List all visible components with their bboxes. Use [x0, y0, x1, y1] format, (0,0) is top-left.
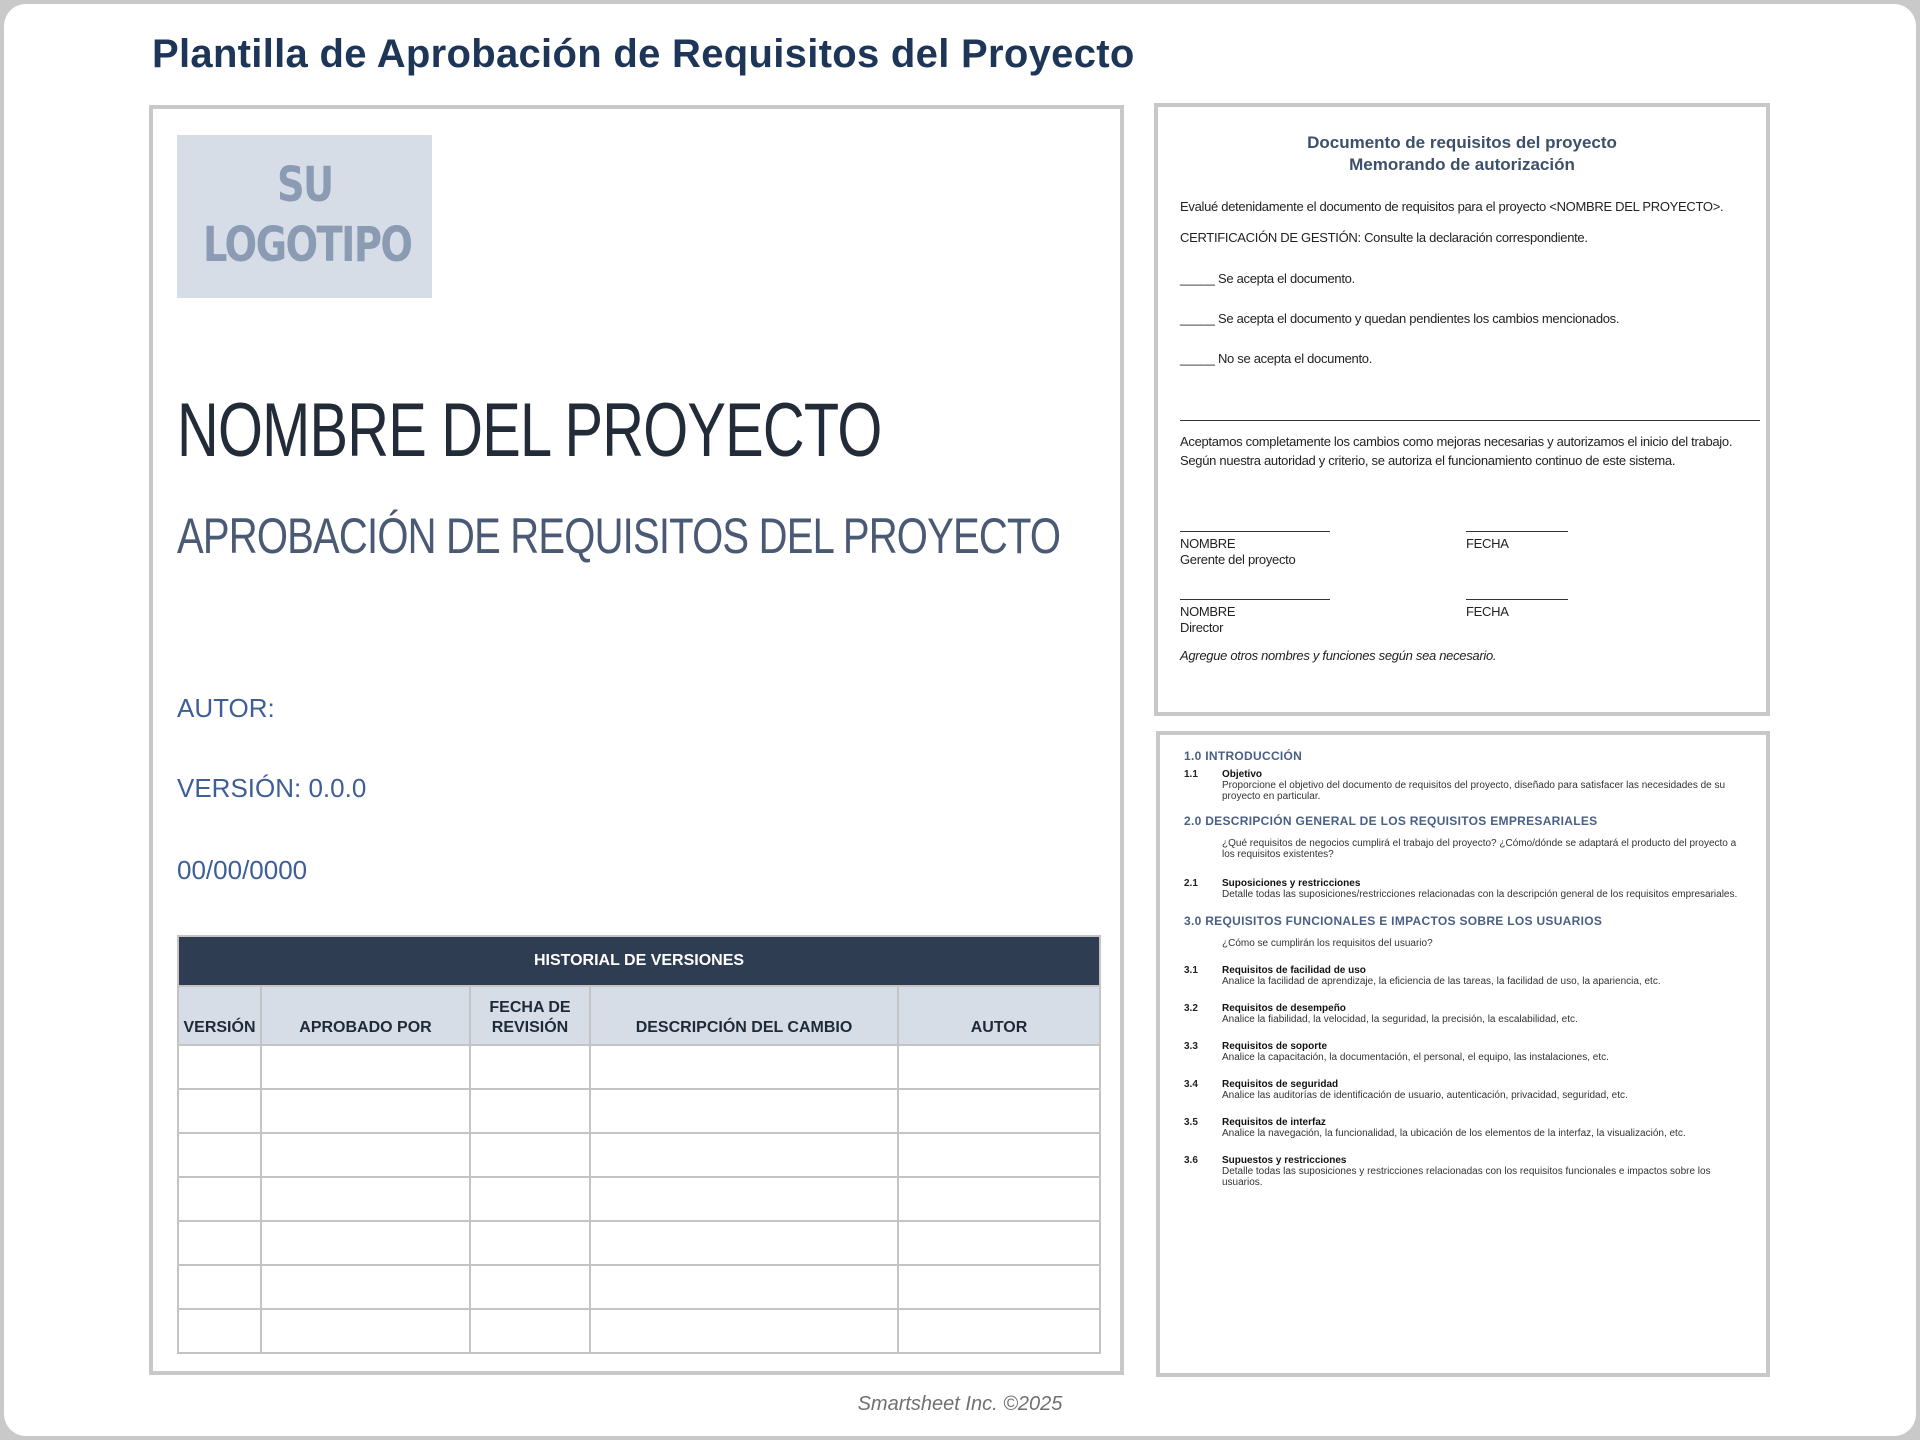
date-field: 00/00/0000	[177, 855, 308, 885]
subsection-number: 2.1	[1184, 878, 1198, 889]
subsection-text: Detalle todas las suposiciones/restricciones relacionadas con la descripción general de los requisitos empresariales.	[1222, 889, 1738, 900]
table-cell[interactable]	[590, 1133, 898, 1177]
page-title: Plantilla de Aprobación de Requisitos del Proyecto	[152, 32, 1135, 76]
signature-line	[1180, 599, 1330, 600]
subsection-text: Detalle todas las suposiciones y restricciones relacionadas con los requisitos funcionales e impactos sobre los usuarios.	[1222, 1166, 1711, 1188]
column-header: FECHA DE REVISIÓN	[470, 986, 590, 1045]
subsection-label: Objetivo	[1222, 769, 1263, 780]
name-label: NOMBRE	[1180, 536, 1236, 551]
subsection-number: 3.5	[1184, 1117, 1198, 1128]
subsection-text: Analice la facilidad de aprendizaje, la eficiencia de las tareas, la facilidad de uso, la apariencia, etc.	[1222, 976, 1661, 987]
table-cell[interactable]	[261, 1265, 470, 1309]
column-header: VERSIÓN	[178, 986, 261, 1045]
signature-line	[1180, 531, 1330, 532]
section-text: ¿Qué requisitos de negocios cumplirá el trabajo del proyecto? ¿Cómo/dónde se adaptará el producto del proyecto a los requisitos existentes?	[1222, 838, 1737, 860]
table-cell[interactable]	[590, 1177, 898, 1221]
subsection-text: Analice la navegación, la funcionalidad, la ubicación de los elementos de la interfaz, la visualización, etc.	[1222, 1128, 1686, 1139]
table-cell[interactable]	[261, 1089, 470, 1133]
role-label: Gerente del proyecto	[1180, 552, 1296, 567]
table-cell[interactable]	[178, 1177, 261, 1221]
date-line	[1466, 599, 1568, 600]
table-cell[interactable]	[261, 1045, 470, 1089]
version-field: VERSIÓN: 0.0.0	[177, 773, 367, 803]
table-cell[interactable]	[470, 1177, 590, 1221]
document-subtitle: APROBACIÓN DE REQUISITOS DEL PROYECTO	[177, 508, 1061, 564]
name-label: NOMBRE	[1180, 604, 1236, 619]
authorization-memo	[1154, 103, 1770, 716]
subsection	[1184, 965, 1746, 987]
table-cell[interactable]	[470, 1045, 590, 1089]
memo-text: CERTIFICACIÓN DE GESTIÓN: Consulte la declaración correspondiente.	[1180, 230, 1588, 245]
logo-text: SU	[276, 157, 333, 213]
table-row	[178, 1309, 1100, 1353]
table-cell[interactable]	[178, 1045, 261, 1089]
memo-text: Aceptamos completamente los cambios como mejoras necesarias y autorizamos el inicio del trabajo.	[1180, 434, 1733, 449]
date-label: FECHA	[1466, 604, 1509, 619]
subsection-label: Requisitos de interfaz	[1222, 1117, 1326, 1128]
table-row	[178, 1221, 1100, 1265]
subsection-number: 3.1	[1184, 965, 1198, 976]
divider	[1180, 420, 1760, 421]
role-label: Director	[1180, 620, 1224, 635]
table-cell[interactable]	[590, 1045, 898, 1089]
subsection-text: Proporcione el objetivo del documento de requisitos del proyecto, diseñado para satisfacer las necesidades de su proyecto en particular.	[1222, 780, 1726, 802]
section-heading: 1.0 INTRODUCCIÓN	[1184, 749, 1303, 763]
subsection-label: Supuestos y restricciones	[1222, 1155, 1347, 1166]
cover-page	[149, 105, 1124, 1375]
option-reject: _____ No se acepta el documento.	[1180, 351, 1373, 366]
memo-text: Según nuestra autoridad y criterio, se autoriza el funcionamiento continuo de este sistema.	[1180, 453, 1676, 468]
table-cell[interactable]	[178, 1089, 261, 1133]
subsection-label: Requisitos de seguridad	[1222, 1079, 1339, 1090]
subsection-number: 1.1	[1184, 769, 1198, 780]
option-accept: _____ Se acepta el documento.	[1180, 271, 1355, 286]
table-cell[interactable]	[470, 1265, 590, 1309]
subsection	[1184, 1041, 1746, 1063]
table-cell[interactable]	[178, 1309, 261, 1353]
subsection	[1184, 1003, 1746, 1025]
option-accept-pending: _____ Se acepta el documento y quedan pendientes los cambios mencionados.	[1180, 311, 1620, 326]
subsection	[1184, 1155, 1746, 1188]
subsection-text: Analice las auditorías de identificación de usuario, autenticación, privacidad, seguridad, etc.	[1222, 1090, 1628, 1101]
subsection-text: Analice la capacitación, la documentación, el personal, el equipo, las instalaciones, etc.	[1222, 1052, 1609, 1063]
subsection	[1184, 769, 1746, 802]
table-row	[178, 1177, 1100, 1221]
requirements-document	[1156, 731, 1770, 1377]
subsection-label: Suposiciones y restricciones	[1222, 878, 1361, 889]
table-cell[interactable]	[261, 1177, 470, 1221]
table-cell[interactable]	[178, 1133, 261, 1177]
table-row	[178, 1089, 1100, 1133]
table-cell[interactable]	[898, 1133, 1100, 1177]
table-row	[178, 1265, 1100, 1309]
table-cell[interactable]	[178, 1265, 261, 1309]
table-cell[interactable]	[898, 1309, 1100, 1353]
subsection-label: Requisitos de soporte	[1222, 1041, 1328, 1052]
date-line	[1466, 531, 1568, 532]
table-cell[interactable]	[590, 1265, 898, 1309]
table-cell[interactable]	[898, 1177, 1100, 1221]
table-cell[interactable]	[470, 1309, 590, 1353]
column-header: APROBADO POR	[261, 986, 470, 1045]
section-heading: 3.0 REQUISITOS FUNCIONALES E IMPACTOS SOBRE LOS USUARIOS	[1184, 914, 1603, 928]
table-cell[interactable]	[898, 1089, 1100, 1133]
memo-heading: Documento de requisitos del proyecto	[1307, 133, 1617, 152]
project-name: NOMBRE DEL PROYECTO	[177, 388, 882, 473]
table-cell[interactable]	[898, 1221, 1100, 1265]
subsection	[1184, 878, 1746, 900]
footer-copyright: Smartsheet Inc. ©2025	[857, 1393, 1063, 1415]
memo-note: Agregue otros nombres y funciones según sea necesario.	[1180, 648, 1497, 663]
subsection-text: Analice la fiabilidad, la velocidad, la seguridad, la precisión, la escalabilidad, etc.	[1222, 1014, 1578, 1025]
table-row	[178, 1045, 1100, 1089]
table-cell[interactable]	[590, 1089, 898, 1133]
subsection-number: 3.4	[1184, 1079, 1198, 1090]
column-header: AUTOR	[898, 986, 1100, 1045]
logo-text: LOGOTIPO	[203, 217, 412, 273]
table-cell[interactable]	[178, 1221, 261, 1265]
table-cell[interactable]	[261, 1309, 470, 1353]
subsection	[1184, 1079, 1746, 1101]
subsection-label: Requisitos de facilidad de uso	[1222, 965, 1366, 976]
section-text: ¿Cómo se cumplirán los requisitos del usuario?	[1222, 938, 1433, 949]
table-cell[interactable]	[898, 1265, 1100, 1309]
table-cell[interactable]	[590, 1221, 898, 1265]
table-cell[interactable]	[470, 1133, 590, 1177]
column-header: DESCRIPCIÓN DEL CAMBIO	[590, 986, 898, 1045]
version-history-table	[177, 935, 1101, 1354]
table-cell[interactable]	[470, 1221, 590, 1265]
memo-text: Evalué detenidamente el documento de requisitos para el proyecto <NOMBRE DEL PROYECTO>.	[1180, 199, 1724, 214]
subsection-number: 3.2	[1184, 1003, 1198, 1014]
section-heading: 2.0 DESCRIPCIÓN GENERAL DE LOS REQUISITOS EMPRESARIALES	[1184, 814, 1598, 828]
subsection-label: Requisitos de desempeño	[1222, 1003, 1346, 1014]
subsection	[1184, 1117, 1746, 1139]
table-row	[178, 1133, 1100, 1177]
subsection-number: 3.6	[1184, 1155, 1198, 1166]
table-cell[interactable]	[590, 1309, 898, 1353]
subsection-number: 3.3	[1184, 1041, 1198, 1052]
memo-heading: Memorando de autorización	[1349, 155, 1575, 174]
table-cell[interactable]	[898, 1045, 1100, 1089]
table-cell[interactable]	[261, 1133, 470, 1177]
table-cell[interactable]	[470, 1089, 590, 1133]
date-label: FECHA	[1466, 536, 1509, 551]
table-title: HISTORIAL DE VERSIONES	[178, 936, 1100, 986]
logo-placeholder	[177, 135, 432, 298]
author-field: AUTOR:	[177, 693, 275, 723]
table-cell[interactable]	[261, 1221, 470, 1265]
